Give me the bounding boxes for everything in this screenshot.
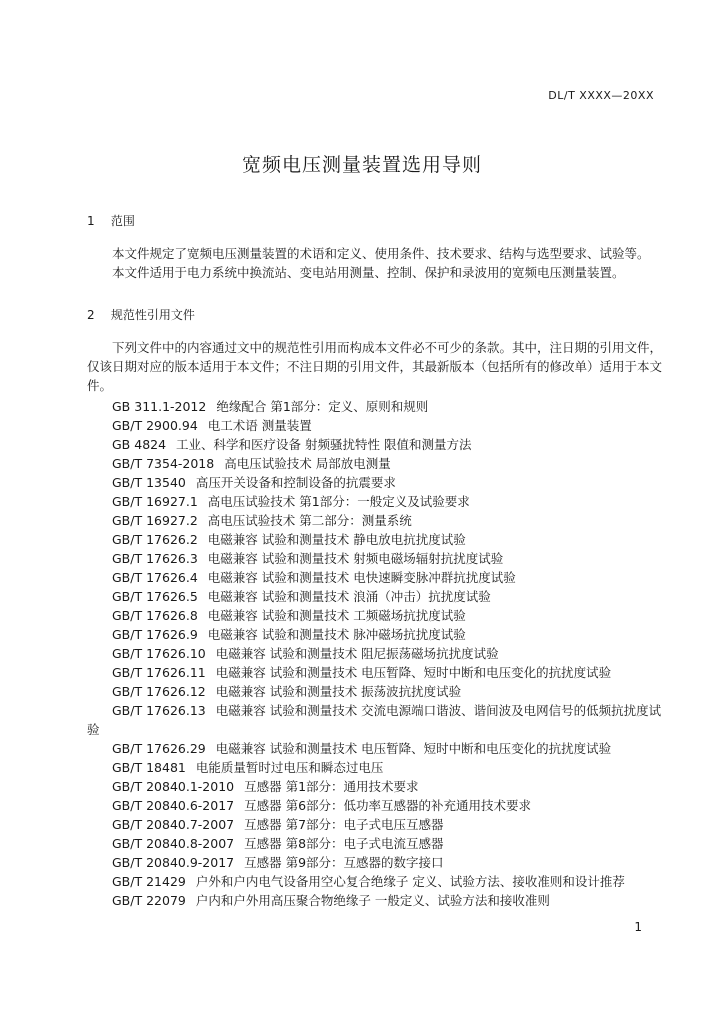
document-title: 宽频电压测量装置选用导则 [241,154,482,176]
reference-title: 互感器 第6部分：低功率互感器的补充通用技术要求 [244,798,532,813]
reference-code: GB/T 17626.12 [112,684,206,699]
reference-code: GB/T 17626.29 [112,741,206,756]
reference-title: 工业、科学和医疗设备 射频骚扰特性 限值和测量方法 [176,437,472,452]
reference-item [87,511,662,530]
reference-title: 电磁兼容 试验和测量技术 电压暂降、短时中断和电压变化的抗扰度试验 [215,741,612,756]
reference-code: GB 4824 [112,437,167,452]
reference-title: 高电压试验技术 第二部分：测量系统 [207,513,412,528]
reference-code: GB/T 22079 [112,893,186,908]
reference-item [87,473,662,492]
reference-title: 电磁兼容 试验和测量技术 静电放电抗扰度试验 [207,532,466,547]
reference-item [87,739,662,758]
reference-title: 高电压试验技术 第1部分：一般定义及试验要求 [207,494,470,509]
reference-code: GB/T 17626.5 [112,589,198,604]
reference-title: 高压开关设备和控制设备的抗震要求 [195,475,396,490]
reference-title: 电磁兼容 试验和测量技术 脉冲磁场抗扰度试验 [207,627,466,642]
reference-item [87,606,662,625]
reference-item [87,549,662,568]
reference-title: 电磁兼容 试验和测量技术 阻尼振荡磁场抗扰度试验 [215,646,499,661]
reference-title: 电磁兼容 试验和测量技术 交流电源端口谐波、谐间波及电网信号的低频抗扰度试验 [87,703,662,737]
reference-code: GB/T 18481 [112,760,186,775]
reference-code: GB/T 16927.2 [112,513,198,528]
reference-item [87,568,662,587]
reference-item [87,625,662,644]
references-intro: 下列文件中的内容通过文中的规范性引用而构成本文件必不可少的条款。其中，注日期的引用文件，仅该日期对应的版本适用于本文件；不注日期的引用文件，其最新版本（包括所有的修改单）适用于本文件。 [87,340,663,393]
reference-title: 互感器 第8部分：电子式电流互感器 [244,836,444,851]
document-number: DL/T XXXX—20XX [548,89,654,102]
section-number: 2 [87,308,95,322]
reference-title: 互感器 第1部分：通用技术要求 [244,779,419,794]
reference-code: GB/T 21429 [112,874,186,889]
reference-code: GB/T 20840.1-2010 [112,779,235,794]
reference-title: 户外和户内电气设备用空心复合绝缘子 定义、试验方法、接收准则和设计推荐 [195,874,625,889]
reference-code: GB/T 17626.13 [112,703,206,718]
reference-title: 互感器 第9部分：互感器的数字接口 [244,855,444,870]
reference-code: GB/T 7354-2018 [112,456,215,471]
reference-code: GB/T 17626.11 [112,665,206,680]
reference-code: GB/T 20840.6-2017 [112,798,235,813]
reference-title: 电磁兼容 试验和测量技术 浪涌（冲击）抗扰度试验 [207,589,491,604]
reference-item [87,891,662,910]
reference-item [87,758,662,777]
reference-code: GB 311.1-2012 [112,399,207,414]
reference-code: GB/T 17626.4 [112,570,198,585]
scope-paragraph-1: 本文件规定了宽频电压测量装置的术语和定义、使用条件、技术要求、结构与选型要求、试验等。 [112,246,650,261]
reference-code: GB/T 17626.9 [112,627,198,642]
scope-paragraph-2: 本文件适用于电力系统中换流站、变电站用测量、控制、保护和录波用的宽频电压测量装置。 [112,265,625,280]
reference-code: GB/T 20840.9-2017 [112,855,235,870]
reference-item [87,587,662,606]
reference-code: GB/T 2900.94 [112,418,198,433]
reference-code: GB/T 17626.10 [112,646,206,661]
reference-title: 户内和户外用高压聚合物绝缘子 一般定义、试验方法和接收准则 [195,893,550,908]
page-number: 1 [634,920,642,934]
reference-title: 电工术语 测量装置 [207,418,312,433]
reference-list [87,397,662,910]
reference-item [87,492,662,511]
reference-item [87,853,662,872]
reference-title: 高电压试验技术 局部放电测量 [224,456,391,471]
reference-title: 电磁兼容 试验和测量技术 射频电磁场辐射抗扰度试验 [207,551,504,566]
reference-item [87,815,662,834]
reference-title: 互感器 第7部分：电子式电压互感器 [244,817,444,832]
reference-title: 电磁兼容 试验和测量技术 电压暂降、短时中断和电压变化的抗扰度试验 [215,665,612,680]
reference-item [87,834,662,853]
section-title: 范围 [110,214,135,228]
reference-item [87,796,662,815]
section-title: 规范性引用文件 [110,308,195,322]
reference-code: GB/T 17626.8 [112,608,198,623]
reference-code: GB/T 17626.2 [112,532,198,547]
section-2-heading [87,306,195,323]
reference-title: 电磁兼容 试验和测量技术 电快速瞬变脉冲群抗扰度试验 [207,570,516,585]
reference-code: GB/T 16927.1 [112,494,198,509]
reference-item [87,644,662,663]
reference-item [87,454,662,473]
reference-item [87,397,662,416]
reference-item [87,416,662,435]
reference-item [87,530,662,549]
reference-title: 电磁兼容 试验和测量技术 振荡波抗扰度试验 [215,684,462,699]
reference-code: GB/T 20840.8-2007 [112,836,235,851]
reference-item [87,435,662,454]
reference-item [87,663,662,682]
reference-title: 电能质量暂时过电压和瞬态过电压 [195,760,384,775]
reference-code: GB/T 20840.7-2007 [112,817,235,832]
reference-item [87,872,662,891]
reference-title: 绝缘配合 第1部分：定义、原则和规则 [216,399,429,414]
section-1-heading [87,212,135,229]
section-number: 1 [87,214,95,228]
reference-item [87,701,662,739]
reference-item [87,777,662,796]
reference-title: 电磁兼容 试验和测量技术 工频磁场抗扰度试验 [207,608,466,623]
reference-item [87,682,662,701]
reference-code: GB/T 13540 [112,475,186,490]
reference-code: GB/T 17626.3 [112,551,198,566]
